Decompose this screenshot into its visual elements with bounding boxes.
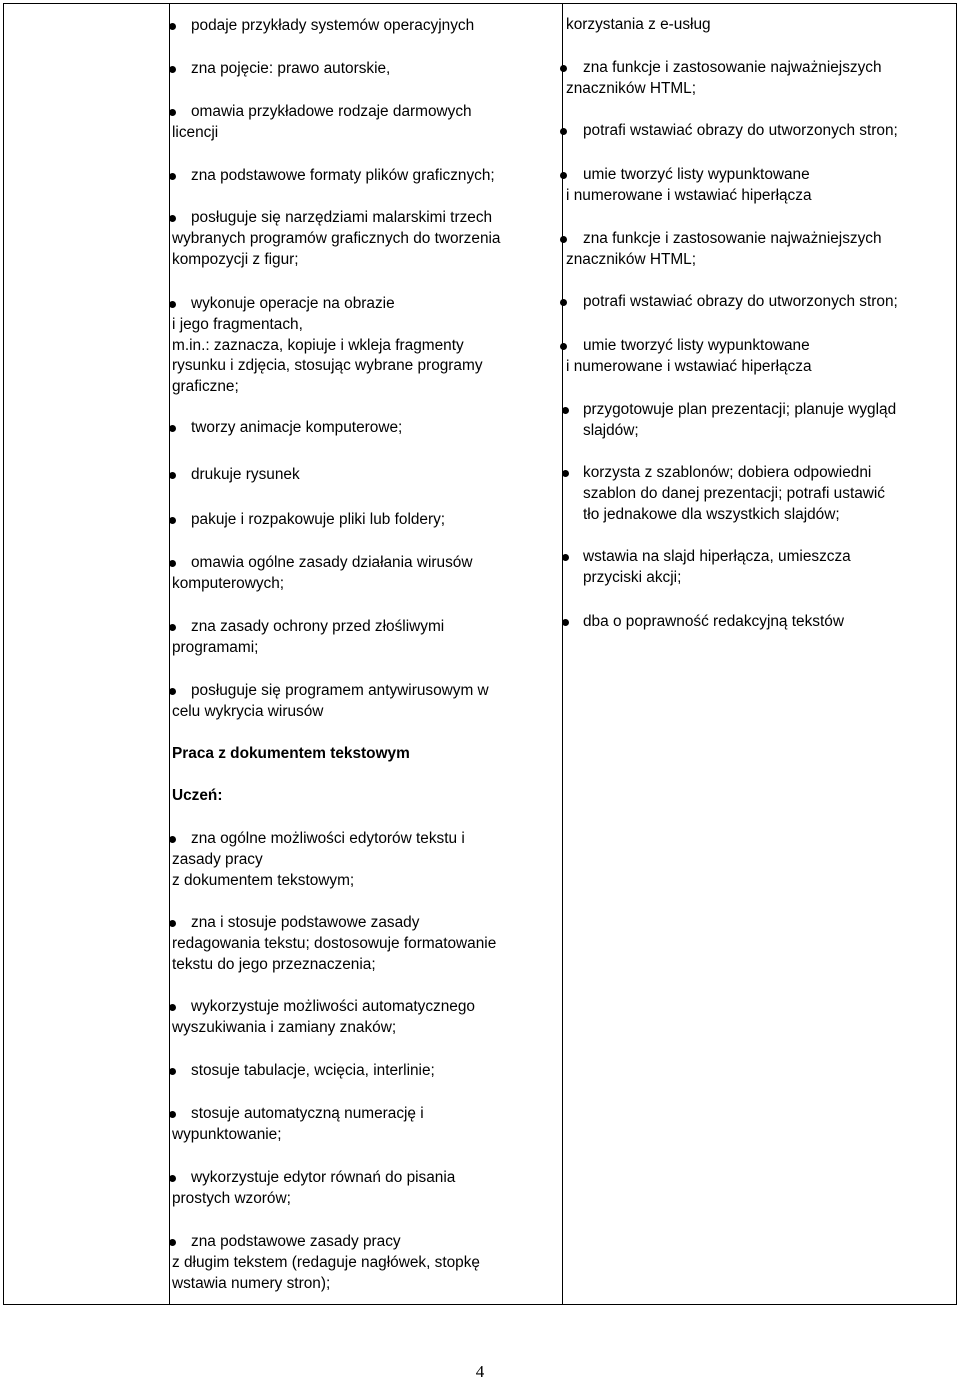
list-item-line: wykorzystuje możliwości automatycznego — [191, 998, 475, 1015]
list-item-line: drukuje rysunek — [191, 466, 300, 483]
list-item — [172, 102, 472, 144]
list-item-line: zna pojęcie: prawo autorskie, — [191, 60, 391, 77]
bullet-icon — [562, 554, 569, 561]
list-item — [172, 166, 495, 187]
bullet-icon — [169, 560, 176, 567]
bullet-icon — [562, 407, 569, 414]
list-item — [172, 1168, 455, 1210]
list-item — [172, 1104, 424, 1146]
bullet-icon — [169, 425, 176, 432]
bullet-icon — [560, 65, 567, 72]
list-item — [172, 617, 444, 659]
list-item-line: wybranych programów graficznych do tworzenia — [172, 229, 501, 247]
list-item-line: zna i stosuje podstawowe zasady — [191, 914, 420, 931]
bullet-icon — [169, 1004, 176, 1011]
list-item — [566, 121, 898, 142]
list-item-line: slajdów; — [583, 421, 639, 439]
list-item-line: omawia przykładowe rodzaje darmowych — [191, 103, 472, 120]
bullet-icon — [169, 472, 176, 479]
list-item — [172, 59, 390, 80]
list-item — [566, 229, 882, 271]
list-item — [172, 465, 300, 486]
list-item-line: wykorzystuje edytor równań do pisania — [191, 1169, 456, 1186]
list-item-line: i numerowane i wstawiać hiperłącza — [566, 186, 812, 204]
list-item-line: zna podstawowe zasady pracy — [191, 1233, 401, 1250]
list-item — [172, 913, 496, 975]
section-heading: Praca z dokumentem tekstowym — [172, 745, 410, 762]
list-item — [172, 16, 474, 37]
list-item-line: stosuje automatyczną numerację i — [191, 1105, 424, 1122]
list-item — [172, 997, 475, 1039]
list-item-line: i numerowane i wstawiać hiperłącza — [566, 357, 812, 375]
list-item-line: komputerowych; — [172, 574, 285, 592]
list-item-line: potrafi wstawiać obrazy do utworzonych stron; — [583, 122, 898, 139]
list-item-line: znaczników HTML; — [566, 250, 697, 268]
list-item — [566, 336, 812, 378]
list-item — [566, 165, 812, 207]
list-item-line: wstawia numery stron); — [172, 1274, 331, 1292]
bullet-icon — [169, 1068, 176, 1075]
list-item-line: wypunktowanie; — [172, 1125, 282, 1143]
list-item-line: zasady pracy — [172, 850, 263, 868]
bullet-icon — [560, 172, 567, 179]
bullet-icon — [169, 23, 176, 30]
list-item-line: dba o poprawność redakcyjną tekstów — [583, 613, 844, 630]
bullet-icon — [169, 1111, 176, 1118]
list-item-line: wyszukiwania i zamiany znaków; — [172, 1018, 397, 1036]
bullet-icon — [560, 128, 567, 135]
list-item — [566, 58, 882, 100]
bullet-icon — [562, 470, 569, 477]
list-item-line: i jego fragmentach, — [172, 315, 303, 333]
list-item-line: umie tworzyć listy wypunktowane — [583, 337, 810, 354]
list-item-line: z długim tekstem (redaguje nagłówek, stopkę — [172, 1253, 480, 1271]
list-item — [172, 510, 445, 531]
list-item — [172, 829, 465, 891]
column-divider-left — [169, 3, 170, 1305]
list-item-line: tekstu do jego przeznaczenia; — [172, 955, 376, 973]
list-item-line: szablon do danej prezentacji; potrafi ustawić — [583, 484, 886, 502]
bullet-icon — [560, 299, 567, 306]
bullet-icon — [169, 215, 176, 222]
list-item-line: rysunku i zdjęcia, stosując wybrane programy — [172, 357, 483, 375]
list-item — [172, 294, 483, 398]
column-divider-right — [562, 3, 563, 1305]
list-item — [172, 1232, 480, 1294]
list-item — [566, 292, 898, 313]
list-item-line: umie tworzyć listy wypunktowane — [583, 166, 810, 183]
page-number: 4 — [475, 1362, 485, 1381]
list-item-line: tworzy animacje komputerowe; — [191, 419, 403, 436]
list-item — [172, 553, 472, 595]
bullet-icon — [562, 619, 569, 626]
list-item-line: omawia ogólne zasady działania wirusów — [191, 554, 473, 571]
continuation-text: korzystania z e-usług — [566, 16, 711, 33]
list-item-line: pakuje i rozpakowuje pliki lub foldery; — [191, 511, 446, 528]
bullet-icon — [169, 66, 176, 73]
list-item-line: programami; — [172, 638, 259, 656]
bullet-icon — [169, 836, 176, 843]
bullet-icon — [169, 517, 176, 524]
list-item-line: przyciski akcji; — [583, 568, 682, 586]
bullet-icon — [560, 236, 567, 243]
list-item-line: znaczników HTML; — [566, 79, 697, 97]
bullet-icon — [169, 173, 176, 180]
list-item — [172, 418, 402, 439]
list-item — [566, 612, 844, 633]
list-item-line: m.in.: zaznacza, kopiuje i wkleja fragmenty — [172, 336, 464, 354]
bullet-icon — [169, 109, 176, 116]
list-item-line: redagowania tekstu; dostosowuje formatowanie — [172, 934, 497, 952]
requirements-table — [3, 3, 957, 1305]
list-item-line: licencji — [172, 123, 219, 141]
list-item — [566, 547, 851, 589]
list-item-line: zna zasady ochrony przed złośliwymi — [191, 618, 445, 635]
list-item-line: wykonuje operacje na obrazie — [191, 295, 395, 312]
bullet-icon — [169, 301, 176, 308]
list-item-line: prostych wzorów; — [172, 1189, 291, 1207]
list-item-line: posługuje się programem antywirusowym w — [191, 682, 489, 699]
student-label: Uczeń: — [172, 787, 223, 804]
list-item-line: zna ogólne możliwości edytorów tekstu i — [191, 830, 465, 847]
bullet-icon — [560, 343, 567, 350]
bullet-icon — [169, 688, 176, 695]
list-item-line: kompozycji z figur; — [172, 250, 299, 268]
list-item — [172, 208, 500, 270]
list-item-line: celu wykrycia wirusów — [172, 702, 324, 720]
list-item-line: potrafi wstawiać obrazy do utworzonych stron; — [583, 293, 898, 310]
list-item-line: zna funkcje i zastosowanie najważniejszych — [583, 230, 882, 247]
list-item-line: tło jednakowe dla wszystkich slajdów; — [583, 505, 840, 523]
bullet-icon — [169, 920, 176, 927]
bullet-icon — [169, 1175, 176, 1182]
list-item-line: podaje przykłady systemów operacyjnych — [191, 17, 475, 34]
list-item — [172, 1061, 435, 1082]
list-item-line: korzysta z szablonów; dobiera odpowiedni — [583, 464, 872, 481]
list-item-line: zna funkcje i zastosowanie najważniejszych — [583, 59, 882, 76]
list-item — [566, 463, 885, 525]
list-item-line: wstawia na slajd hiperłącza, umieszcza — [583, 548, 851, 565]
bullet-icon — [169, 1239, 176, 1246]
list-item-line: posługuje się narzędziami malarskimi trzech — [191, 209, 493, 226]
bullet-icon — [169, 624, 176, 631]
list-item — [172, 681, 489, 723]
list-item — [566, 400, 896, 442]
list-item-line: z dokumentem tekstowym; — [172, 871, 355, 889]
list-item-line: przygotowuje plan prezentacji; planuje wygląd — [583, 401, 897, 418]
list-item-line: stosuje tabulacje, wcięcia, interlinie; — [191, 1062, 435, 1079]
list-item-line: zna podstawowe formaty plików graficznych; — [191, 167, 495, 184]
list-item-line: graficzne; — [172, 378, 239, 396]
